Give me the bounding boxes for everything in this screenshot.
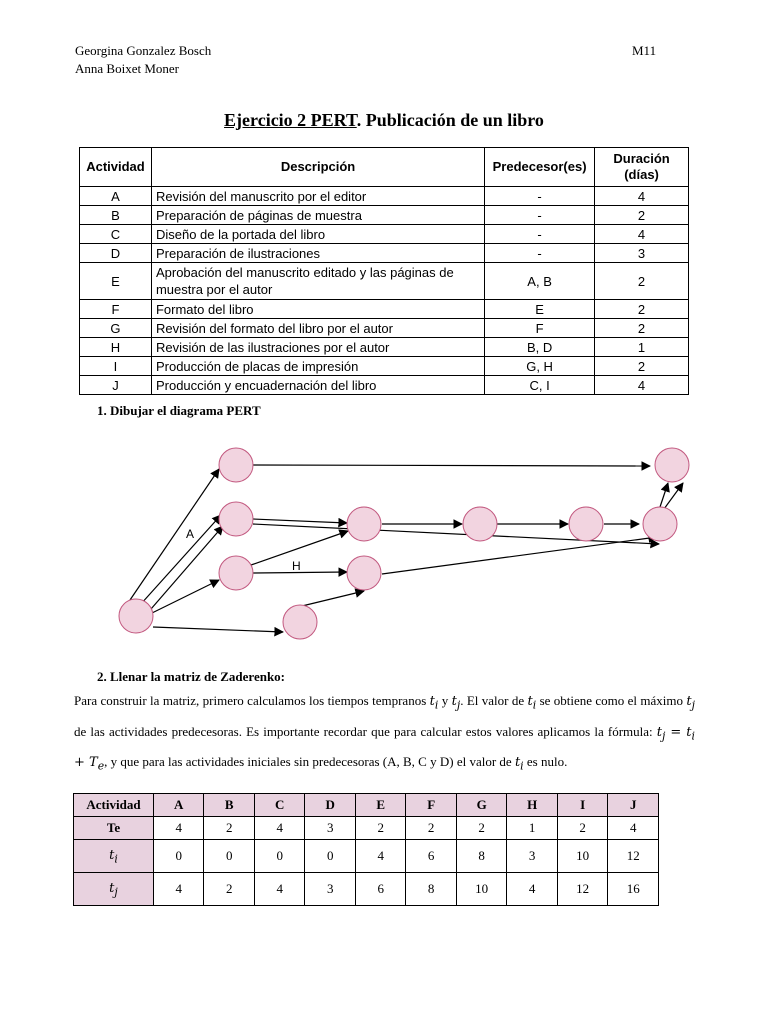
- zaderenko-cell: 8: [456, 840, 507, 873]
- pert-node: [347, 556, 381, 590]
- cell-pred: B, D: [485, 338, 595, 357]
- cell-desc: Preparación de ilustraciones: [151, 244, 484, 263]
- cell-dur: 2: [595, 357, 689, 376]
- pert-nodes: [119, 448, 689, 639]
- cell-desc: Preparación de páginas de muestra: [151, 206, 484, 225]
- zaderenko-col-g: G: [456, 794, 507, 817]
- title-underlined: Ejercicio 2 PERT: [224, 110, 357, 130]
- cell-desc: Revisión del formato del libro por el autor: [151, 319, 484, 338]
- cell-desc: Revisión del manuscrito por el editor: [151, 187, 484, 206]
- zaderenko-cell: 2: [204, 817, 255, 840]
- row-label-te: Te: [74, 817, 154, 840]
- table-header-row: [80, 148, 689, 187]
- zaderenko-ti-row: [74, 840, 659, 873]
- zaderenko-cell: 3: [305, 817, 356, 840]
- arrow: [302, 591, 364, 606]
- para-text: es nulo.: [523, 754, 568, 770]
- zaderenko-cell: 8: [406, 873, 456, 906]
- zaderenko-cell: 4: [355, 840, 406, 873]
- pert-node: [119, 599, 153, 633]
- pert-node: [463, 507, 497, 541]
- var-tj: [686, 694, 695, 712]
- zaderenko-cell: 4: [254, 817, 305, 840]
- cell-pred: F: [485, 319, 595, 338]
- cell-pred: A, B: [485, 263, 595, 300]
- zaderenko-cell: 0: [305, 840, 356, 873]
- var-symbol: t: [429, 694, 435, 709]
- cell-act: C: [80, 225, 152, 244]
- zaderenko-cell: 4: [608, 817, 659, 840]
- zaderenko-col-a: A: [153, 794, 204, 817]
- cell-dur: 2: [595, 319, 689, 338]
- cell-desc: Aprobación del manuscrito editado y las páginas de muestra por el autor: [151, 263, 484, 300]
- para-text: . El valor de: [460, 693, 528, 708]
- zaderenko-col-e: E: [355, 794, 406, 817]
- var-symbol: t: [527, 694, 533, 709]
- zaderenko-col-d: D: [305, 794, 356, 817]
- arrow: [153, 627, 283, 632]
- cell-dur: 3: [595, 244, 689, 263]
- row-label-tj: [74, 873, 154, 906]
- cell-pred: G, H: [485, 357, 595, 376]
- arrow: [660, 483, 668, 507]
- table-row: [80, 300, 689, 319]
- zaderenko-cell: 6: [406, 840, 456, 873]
- formula-op: +: [74, 755, 90, 771]
- pert-arrows: [130, 465, 683, 632]
- zaderenko-cell: 6: [355, 873, 406, 906]
- table-row: [80, 187, 689, 206]
- arrow: [140, 515, 221, 605]
- zaderenko-cell: 3: [305, 873, 356, 906]
- author-2: Anna Boixet Moner: [75, 61, 179, 76]
- var-subscript: j: [456, 698, 461, 712]
- header-actividad: Actividad: [80, 148, 152, 187]
- zaderenko-cell: 1: [507, 817, 558, 840]
- zaderenko-cell: 0: [204, 840, 255, 873]
- cell-act: A: [80, 187, 152, 206]
- formula-op: =: [665, 724, 687, 740]
- zaderenko-cell: 0: [254, 840, 305, 873]
- var-tj: [451, 694, 461, 712]
- zaderenko-cell: 10: [456, 873, 507, 906]
- arrow-label-h: H: [292, 559, 301, 573]
- cell-pred: -: [485, 206, 595, 225]
- pert-node: [643, 507, 677, 541]
- var-subscript: i: [532, 698, 537, 712]
- var-symbol: T: [89, 755, 98, 771]
- header-duracion: Duración (días): [595, 148, 689, 187]
- row-label-ti: [74, 840, 154, 873]
- table-row: [80, 244, 689, 263]
- zaderenko-col-c: C: [254, 794, 305, 817]
- pert-node: [283, 605, 317, 639]
- cell-act: G: [80, 319, 152, 338]
- zaderenko-corner: Actividad: [74, 794, 154, 817]
- zaderenko-col-f: F: [406, 794, 456, 817]
- var-subscript: i: [114, 852, 118, 866]
- var-symbol: t: [686, 724, 692, 740]
- cell-pred: C, I: [485, 376, 595, 395]
- title-rest: . Publicación de un libro: [356, 110, 544, 130]
- zaderenko-cell: 2: [204, 873, 255, 906]
- table-row: [80, 206, 689, 225]
- pert-node: [219, 502, 253, 536]
- var-symbol: t: [109, 847, 115, 863]
- author-1: Georgina Gonzalez Bosch: [75, 43, 212, 58]
- zaderenko-cell: 10: [557, 840, 608, 873]
- cell-dur: 2: [595, 300, 689, 319]
- zaderenko-matrix: [73, 793, 659, 906]
- zaderenko-cell: 2: [355, 817, 406, 840]
- cell-desc: Revisión de las ilustraciones por el autor: [151, 338, 484, 357]
- para-text: , y que para las actividades iniciales sin predecesoras (A, B, C y D) el valor de: [104, 754, 515, 770]
- cell-act: H: [80, 338, 152, 357]
- arrow-label-a: A: [186, 527, 195, 541]
- table-row: [80, 338, 689, 357]
- cell-dur: 4: [595, 376, 689, 395]
- cell-act: B: [80, 206, 152, 225]
- para-text: y: [438, 693, 452, 708]
- var-symbol: t: [656, 724, 663, 740]
- table-row: [80, 376, 689, 395]
- var-subscript: i: [691, 729, 695, 743]
- table-row: [80, 263, 689, 300]
- cell-dur: 2: [595, 206, 689, 225]
- var-subscript: i: [520, 759, 524, 773]
- zaderenko-cell: 12: [557, 873, 608, 906]
- var-ti: [527, 694, 537, 712]
- zaderenko-col-j: J: [608, 794, 659, 817]
- zaderenko-cell: 2: [557, 817, 608, 840]
- table-row: [80, 319, 689, 338]
- section-heading-1: 1. Dibujar el diagrama PERT: [97, 403, 261, 418]
- var-symbol: t: [451, 694, 457, 709]
- zaderenko-cell: 4: [254, 873, 305, 906]
- zaderenko-col-b: B: [204, 794, 255, 817]
- var-symbol: t: [514, 755, 521, 771]
- cell-act: F: [80, 300, 152, 319]
- cell-act: I: [80, 357, 152, 376]
- cell-act: J: [80, 376, 152, 395]
- zaderenko-cell: 2: [406, 817, 456, 840]
- zaderenko-col-i: I: [557, 794, 608, 817]
- section-heading-2: 2. Llenar la matriz de Zaderenko:: [97, 669, 286, 684]
- arrow: [382, 537, 657, 574]
- var-symbol: t: [109, 880, 115, 896]
- para-text: Para construir la matriz, primero calculamos los tiempos tempranos: [74, 693, 430, 708]
- cell-act: E: [80, 263, 152, 300]
- zaderenko-cell: 4: [153, 873, 204, 906]
- para-text: de las actividades predecesoras. Es importante recordar que para calcular estos valores aplicamos la fórmula:: [74, 723, 657, 739]
- cell-pred: E: [485, 300, 595, 319]
- zaderenko-cell: 2: [456, 817, 507, 840]
- arrow: [253, 519, 347, 523]
- cell-pred: -: [485, 187, 595, 206]
- pert-node: [219, 448, 253, 482]
- cell-pred: -: [485, 225, 595, 244]
- pert-diagram: [100, 430, 700, 650]
- cell-dur: 1: [595, 338, 689, 357]
- pert-node: [219, 556, 253, 590]
- zaderenko-cell: 3: [507, 840, 558, 873]
- pert-node: [655, 448, 689, 482]
- zaderenko-cell: 4: [153, 817, 204, 840]
- var-subscript: e: [97, 759, 105, 773]
- arrow: [253, 465, 650, 466]
- cell-desc: Producción de placas de impresión: [151, 357, 484, 376]
- zaderenko-cell: 0: [153, 840, 204, 873]
- var-subscript: j: [662, 729, 666, 743]
- document-code: M11: [632, 43, 657, 58]
- zaderenko-cell: 4: [507, 873, 558, 906]
- zaderenko-te-row: [74, 817, 659, 840]
- cell-desc: Formato del libro: [151, 300, 484, 319]
- var-subscript: i: [434, 698, 439, 712]
- zaderenko-tj-row: [74, 873, 659, 906]
- cell-dur: 4: [595, 225, 689, 244]
- zaderenko-col-h: H: [507, 794, 558, 817]
- var-ti: [514, 755, 524, 773]
- explanation-paragraph: [74, 688, 695, 780]
- header-predecesores: Predecesor(es): [485, 148, 595, 187]
- header-descripcion: Descripción: [151, 148, 484, 187]
- cell-dur: 2: [595, 263, 689, 300]
- cell-pred: -: [485, 244, 595, 263]
- pert-node: [347, 507, 381, 541]
- zaderenko-cell: 12: [608, 840, 659, 873]
- activities-table: [79, 147, 689, 395]
- para-text: se obtiene como el máximo: [536, 693, 687, 708]
- cell-dur: 4: [595, 187, 689, 206]
- pert-node: [569, 507, 603, 541]
- cell-desc: Producción y encuadernación del libro: [151, 376, 484, 395]
- zaderenko-cell: 16: [608, 873, 659, 906]
- var-subscript: j: [691, 698, 695, 712]
- table-row: [80, 357, 689, 376]
- page-title: [0, 110, 768, 131]
- zaderenko-header-row: [74, 794, 659, 817]
- arrow: [130, 469, 219, 600]
- var-symbol: t: [686, 694, 692, 709]
- cell-act: D: [80, 244, 152, 263]
- cell-desc: Diseño de la portada del libro: [151, 225, 484, 244]
- var-subscript: j: [114, 885, 118, 899]
- table-row: [80, 225, 689, 244]
